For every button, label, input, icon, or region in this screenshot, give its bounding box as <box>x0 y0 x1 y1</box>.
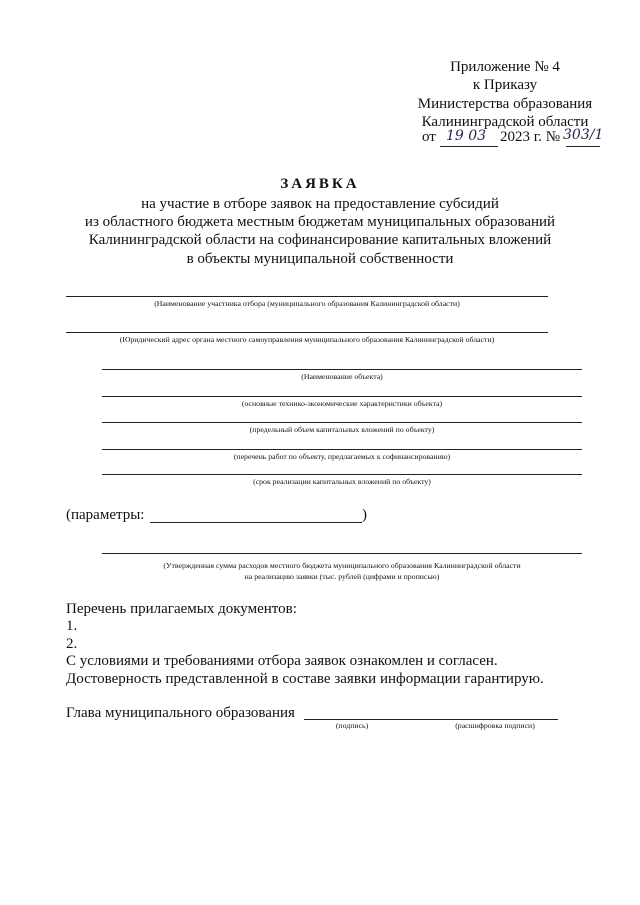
annex-year: 2023 г. № <box>500 129 561 145</box>
object-name-caption: (Наименование объекта) <box>301 372 383 381</box>
investment-volume-line <box>102 422 582 423</box>
signature-line <box>304 719 558 720</box>
date-underline <box>440 146 498 147</box>
annex-ministry: Министерства образования <box>417 95 593 112</box>
annex-date-prefix: от <box>422 129 436 145</box>
characteristics-caption: (основные технико-экономические характеристики объекта) <box>241 399 443 408</box>
signature-caption: (подпись) <box>335 721 369 730</box>
annex-number-handwritten: 303/1 <box>563 127 604 143</box>
parameters-label: (параметры: <box>66 507 145 523</box>
document-title: ЗАЯВКА <box>280 176 360 192</box>
annex-region: Калининградской области <box>421 114 589 131</box>
legal-address-caption: (Юридический адрес органа местного самоуправления муниципального образования Калининградской области) <box>119 335 495 344</box>
parameters-line <box>150 522 362 523</box>
documents-heading: Перечень прилагаемых документов: <box>66 601 297 617</box>
subtitle-line-4: в объекты муниципальной собственности <box>186 250 454 267</box>
participant-name-caption: (Наименование участника отбора (муниципального образования Калининградской области) <box>154 299 460 308</box>
budget-caption-line-2: на реализацию заявки (тыс. рублей (цифрами и прописью) <box>244 572 440 581</box>
parameters-close: ) <box>362 507 367 523</box>
budget-amount-line <box>102 553 582 554</box>
legal-address-line <box>66 332 548 333</box>
object-name-line <box>102 369 582 370</box>
characteristics-line <box>102 396 582 397</box>
annex-header <box>400 58 610 132</box>
implementation-term-line <box>102 474 582 475</box>
annex-number: Приложение № 4 <box>450 59 560 75</box>
number-underline <box>566 146 600 147</box>
document-item-1: 1. <box>66 618 78 634</box>
implementation-term-caption: (срок реализации капитальных вложений по объекту) <box>253 477 431 486</box>
signatory-label: Глава муниципального образования <box>66 705 295 721</box>
document-subtitle <box>40 195 600 268</box>
investment-volume-caption: (предельный объем капитальных вложений по объекту) <box>249 425 435 434</box>
subtitle-line-3: Калининградской области на софинансирование капитальных вложений <box>88 232 552 249</box>
signature-decoding-caption: (расшифровка подписи) <box>455 721 535 730</box>
works-list-caption: (перечень работ по объекту, предлагаемых к софинансированию) <box>233 452 451 461</box>
annex-order-ref: к Приказу <box>472 77 538 94</box>
subtitle-line-2: из областного бюджета местным бюджетам муниципальных образований <box>84 214 556 231</box>
subtitle-line-1: на участие в отборе заявок на предоставление субсидий <box>141 196 499 212</box>
annex-date-handwritten: 19 03 <box>446 128 487 144</box>
accuracy-statement: Достоверность представленной в составе заявки информации гарантирую. <box>66 671 544 687</box>
agreement-statement: С условиями и требованиями отбора заявок ознакомлен и согласен. <box>66 653 498 669</box>
works-list-line <box>102 449 582 450</box>
participant-name-line <box>66 296 548 297</box>
document-item-2: 2. <box>66 636 78 652</box>
budget-caption-line-1: (Утвержденная сумма расходов местного бюджета муниципального образования Калининградской области <box>163 561 521 570</box>
